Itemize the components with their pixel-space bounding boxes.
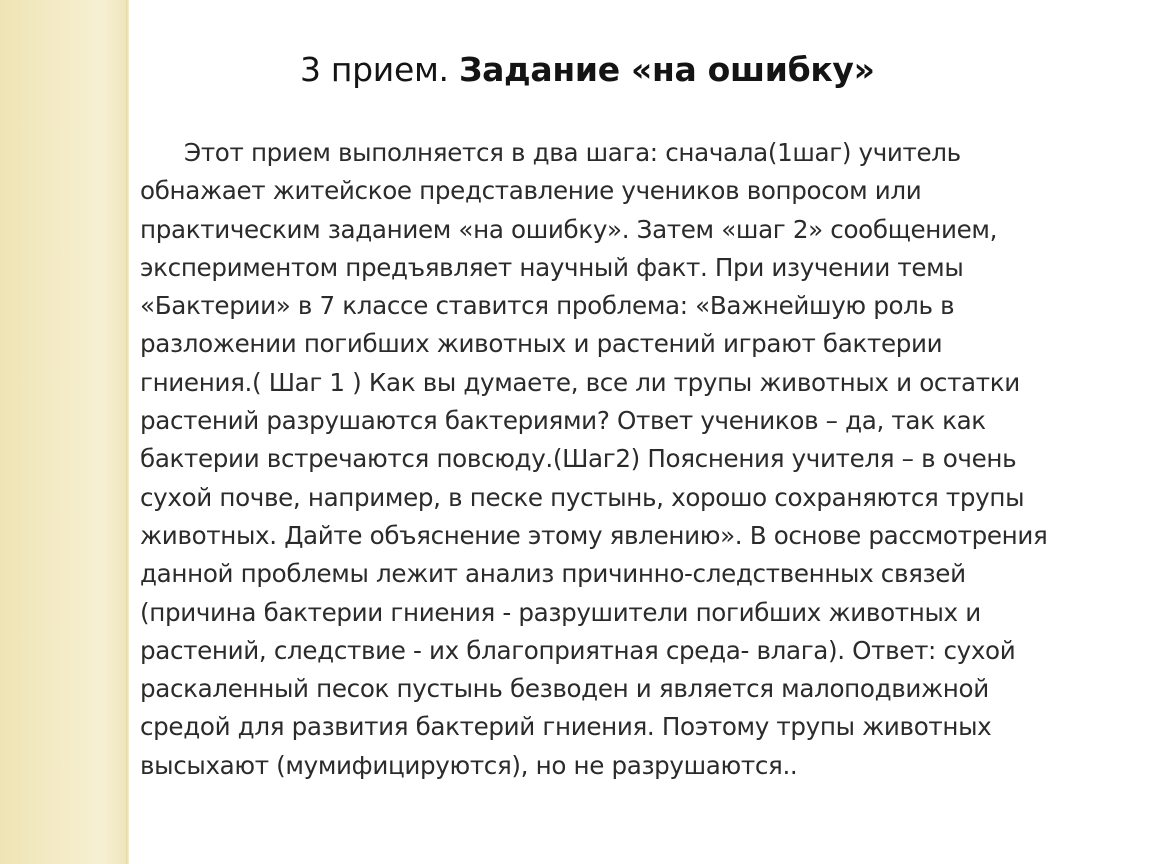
body-paragraph	[140, 134, 1130, 785]
paragraph-line: «Бактерии» в 7 классе ставится проблема: «Важнейшую роль в	[140, 291, 955, 321]
paragraph-line: экспериментом предъявляет научный факт. При изучении темы	[140, 252, 964, 282]
slide-title	[300, 50, 875, 89]
left-decorative-band	[0, 0, 128, 864]
paragraph-line: средой для развития бактерий гниения. Поэтому трупы животных	[140, 712, 992, 742]
paragraph-line: практическим заданием «на ошибку». Затем «шаг 2» сообщением,	[140, 214, 998, 244]
title-bold-text: Задание «на ошибку»	[458, 50, 875, 89]
paragraph-line: Этот прием выполняется в два шага: сначала(1шаг) учитель	[184, 138, 961, 167]
paragraph-line: животных. Дайте объяснение этому явлению». В основе рассмотрения	[140, 520, 1048, 550]
title-prefix: 3 прием.	[300, 50, 459, 89]
paragraph-line: бактерии встречаются повсюду.(Шаг2) Пояснения учителя – в очень	[140, 444, 1017, 474]
paragraph-line: раскаленный песок пустынь безводен и является малоподвижной	[140, 674, 989, 704]
paragraph-line: обнажает житейское представление учеников вопросом или	[140, 176, 922, 206]
paragraph-line: сухой почве, например, в песке пустынь, хорошо сохраняются трупы	[140, 482, 1025, 512]
left-band-edge	[126, 0, 129, 864]
paragraph-line: гниения.( Шаг 1 ) Как вы думаете, все ли трупы животных и остатки	[140, 367, 1020, 397]
paragraph-line: растений разрушаются бактериями? Ответ учеников – да, так как	[140, 406, 986, 436]
paragraph-line: разложении погибших животных и растений играют бактерии	[140, 329, 943, 359]
paragraph-line: данной проблемы лежит анализ причинно-следственных связей	[140, 559, 966, 589]
paragraph-line: высыхают (мумифицируются), но не разрушаются..	[140, 750, 798, 780]
paragraph-line: (причина бактерии гниения - разрушители погибших животных и	[140, 597, 981, 627]
paragraph-line: растений, следствие - их благоприятная среда- влага). Ответ: сухой	[140, 635, 1016, 665]
